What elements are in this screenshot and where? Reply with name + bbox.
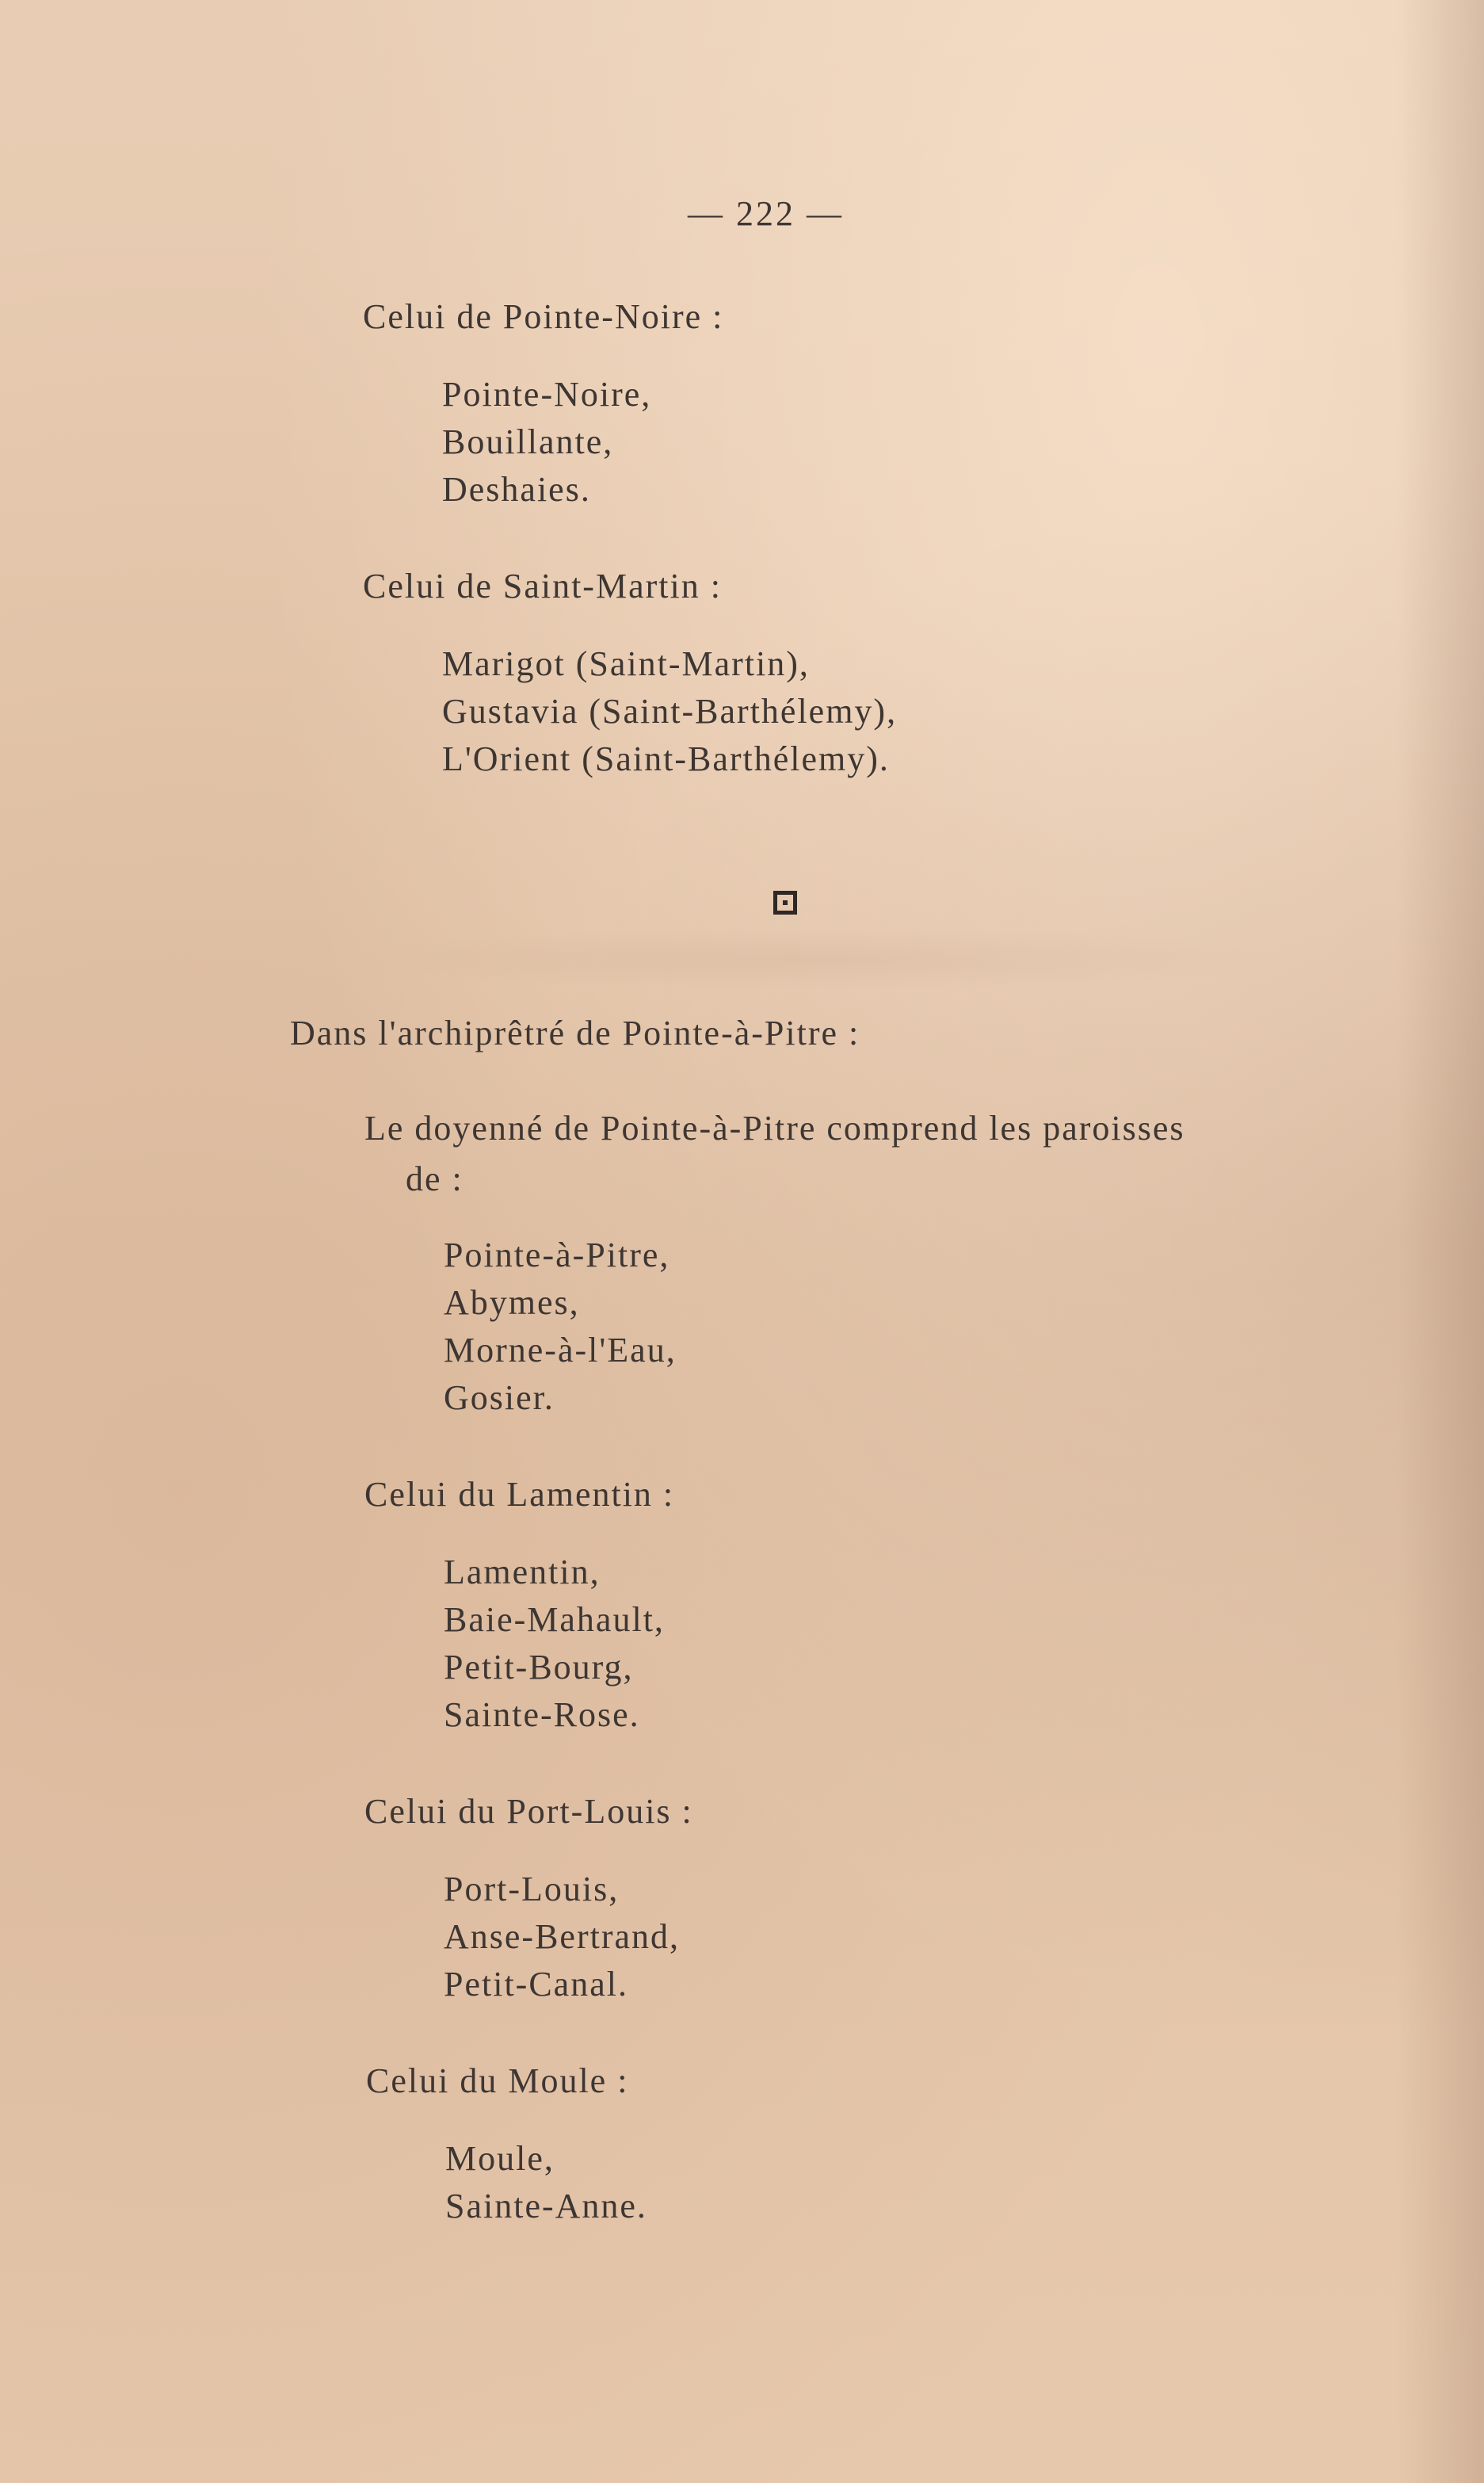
list-item: Abymes, (444, 1283, 580, 1322)
doyenne-intro: Le doyenné de Pointe-à-Pitre comprend les paroisses (364, 1109, 1185, 1148)
doyenne-intro-continuation: de : (406, 1159, 464, 1198)
list-item: Lamentin, (444, 1553, 601, 1591)
boxed-dot-icon (773, 891, 797, 915)
archipretre-title: Dans l'archiprêtré de Pointe-à-Pitre : (290, 1014, 860, 1052)
heading-saint-martin: Celui de Saint-Martin : (363, 567, 722, 605)
page-edge-shadow (1397, 0, 1484, 2483)
list-item: Moule, (445, 2139, 555, 2178)
list-item: Gosier. (444, 1378, 555, 1417)
heading-moule: Celui du Moule : (366, 2061, 629, 2100)
list-item: Anse-Bertrand, (444, 1917, 681, 1956)
list-item: Pointe-à-Pitre, (444, 1236, 670, 1274)
bleed-through-text (341, 927, 1291, 991)
list-item: Marigot (Saint-Martin), (442, 644, 810, 683)
list-item: Petit-Bourg, (444, 1648, 634, 1687)
heading-pointe-noire: Celui de Pointe-Noire : (363, 297, 724, 336)
list-item: Port-Louis, (444, 1870, 620, 1908)
list-item: Petit-Canal. (444, 1965, 628, 2004)
list-item: Gustavia (Saint-Barthélemy), (442, 692, 898, 731)
list-item: Deshaies. (442, 470, 591, 509)
page-number: — 222 — (688, 194, 844, 233)
heading-lamentin: Celui du Lamentin : (364, 1475, 675, 1514)
list-item: Baie-Mahault, (444, 1600, 665, 1639)
list-item: Pointe-Noire, (442, 375, 652, 414)
list-item: L'Orient (Saint-Barthélemy). (442, 739, 890, 778)
list-item: Sainte-Anne. (445, 2187, 647, 2225)
list-item: Sainte-Rose. (444, 1695, 640, 1734)
heading-port-louis: Celui du Port-Louis : (364, 1792, 693, 1831)
list-item: Bouillante, (442, 422, 614, 461)
list-item: Morne-à-l'Eau, (444, 1331, 677, 1369)
